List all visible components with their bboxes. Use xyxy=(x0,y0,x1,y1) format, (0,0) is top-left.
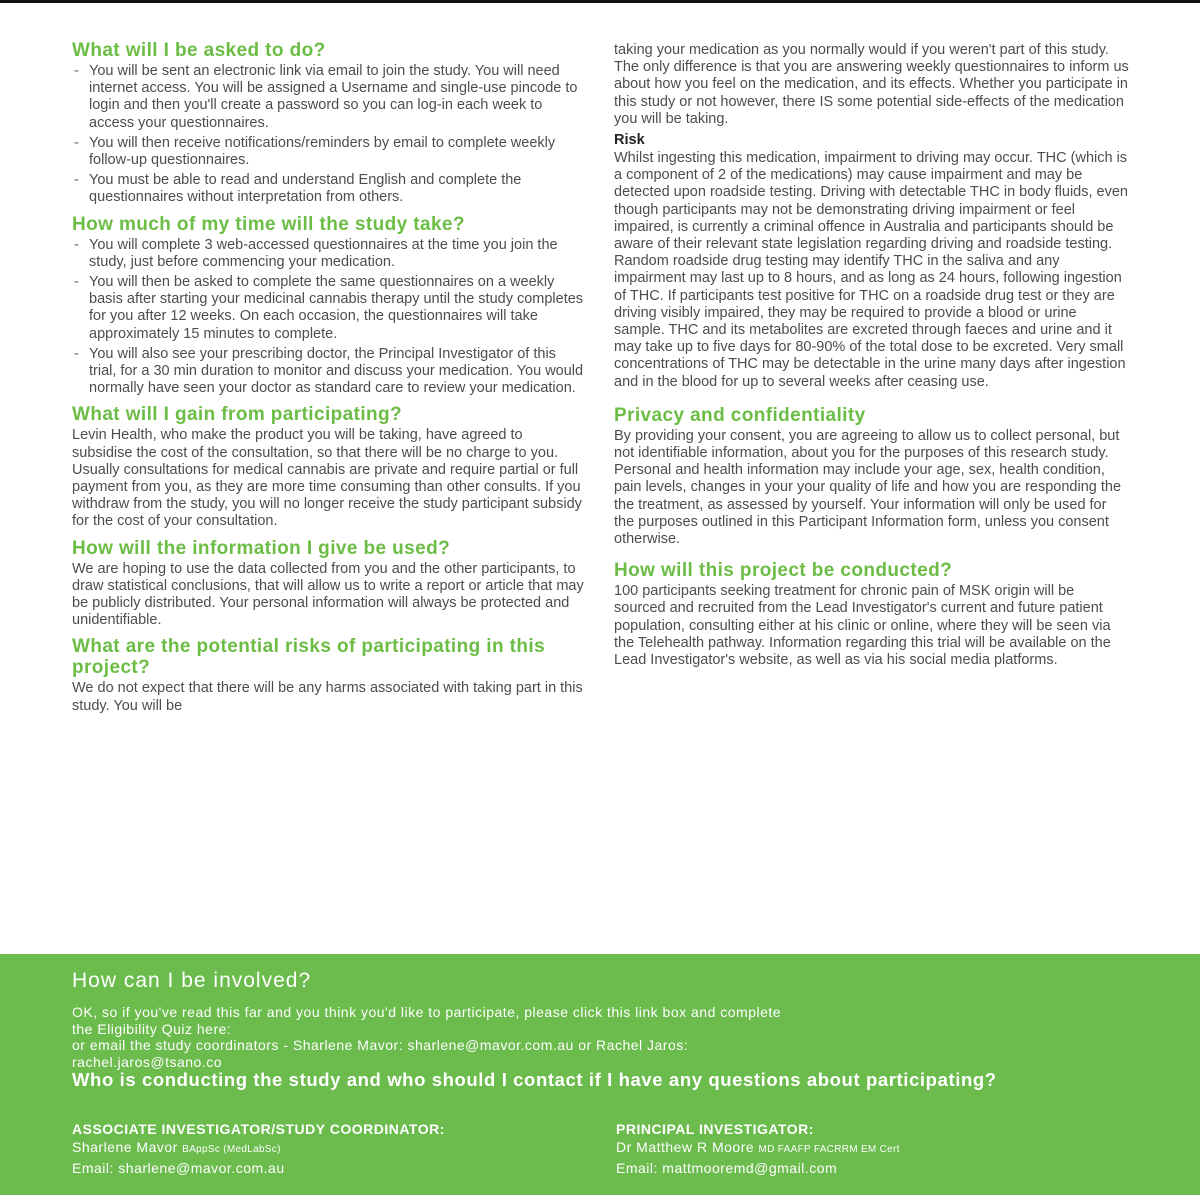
section-privacy xyxy=(614,405,1129,548)
list-item: - You will then be asked to complete the same questionnaires on a weekly basis after starting your medicinal cannabis therapy until the study completes for you after 12 weeks. On each occasion, the questionnaires will take approximately 15 minutes to complete. xyxy=(72,274,587,343)
involvement-heading: How can I be involved? xyxy=(72,969,312,992)
involvement-intro xyxy=(72,1004,1102,1070)
list-item: - You must be able to read and understand English and complete the questionnaires without interpretation from others. xyxy=(72,172,587,206)
section-risks-continued xyxy=(614,42,1129,391)
intro-line[interactable]: rachel.jaros@tsano.co xyxy=(72,1053,223,1070)
intro-line: or email the study coordinators - Sharlene Mavor: sharlene@mavor.com.au or Rachel Jaros: xyxy=(72,1037,689,1053)
section-time xyxy=(72,214,587,398)
list-item: - You will then receive notifications/reminders by email to complete weekly follow-up questionnaires. xyxy=(72,135,587,169)
section-information-use xyxy=(72,538,587,630)
section-heading: How will the information I give be used? xyxy=(72,537,451,559)
intro-line[interactable]: OK, so if you've read this far and you think you'd like to participate, please click this link box and complete xyxy=(72,1004,782,1020)
section-asked-to-do xyxy=(72,40,587,207)
bullet-list xyxy=(72,63,587,207)
list-item: - You will be sent an electronic link via email to join the study. You will need internet access. You will be assigned a Username and single-use pincode to login and then you'll create a password so you can log-in each week to access your questionnaires. xyxy=(72,63,587,132)
section-heading: What are the potential risks of participating in this project? xyxy=(72,636,546,679)
list-item: - You will complete 3 web-accessed questionnaires at the time you join the study, just before commencing your medication. xyxy=(72,237,587,271)
list-item: - You will also see your prescribing doctor, the Principal Investigator of this trial, for a 30 min duration to monitor and discuss your medication. You would normally have seen your doctor as standard care to review your medication. xyxy=(72,346,587,398)
section-heading: How will this project be conducted? xyxy=(614,560,953,582)
contact-email[interactable]: Email: sharlene@mavor.com.au xyxy=(72,1160,285,1176)
bullet-list xyxy=(72,237,587,398)
contact-heading: Who is conducting the study and who should I contact if I have any questions about participating? xyxy=(72,1069,997,1090)
contact-name: Dr Matthew R Moore xyxy=(616,1139,755,1155)
contact-quals: BAppSc (MedLabSc) xyxy=(182,1144,281,1155)
section-heading: How much of my time will the study take? xyxy=(72,213,465,235)
section-body: By providing your consent, you are agreeing to allow us to collect personal, but not identifiable information, about you for the purposes of this research study. Personal and health information may include your age, sex, health condition, pain levels, changes in your your quality of life and how you are responding the the treatment, as assessed by yourself. Your information will only be used for the purposes outlined in this Participant Information form, unless you consent otherwise. xyxy=(614,427,1122,548)
risk-body: Whilst ingesting this medication, impairment to driving may occur. THC (which is a component of 2 of the medications) may cause impairment and may be detected upon roadside testing. Driving with detectable THC in body fluids, even though participants may not be demonstrating driving impairment or feel impaired, is currently a criminal offence in Australia and participants should be aware of their relevant state legislation regarding driving and roadside testing. Random roadside drug testing may identify THC in the saliva and any impairment may last up to 8 hours, and as long as 24 hours, following ingestion of THC. If participants test positive for THC on a roadside drug test or they are driving visibly impaired, they may be required to provide a blood or urine sample. THC and its metabolites are excreted through faeces and urine and it may take up to five days for 80-90% of the total dose to be excreted. Very small concentrations of THC may be detectable in the urine many days after ingestion and in the blood for up to several weeks after ceasing use. xyxy=(614,150,1128,390)
contact-title: ASSOCIATE INVESTIGATOR/STUDY COORDINATOR: xyxy=(72,1121,445,1137)
contact-email[interactable]: Email: mattmooremd@gmail.com xyxy=(616,1160,838,1176)
section-body: taking your medication as you normally would if you weren't part of this study. The only difference is that you are answering weekly questionnaires to inform us about how you feel on the medication, and its effects. Whether you participate in this study or not however, there IS some potential side-effects of the medication you will be taking. xyxy=(614,42,1129,127)
right-column xyxy=(614,42,1129,676)
section-heading: What will I gain from participating? xyxy=(72,404,403,426)
principal-investigator xyxy=(616,1120,900,1177)
section-body: 100 participants seeking treatment for chronic pain of MSK origin will be sourced and recruited from the Lead Investigator's current and future patient population, consulting either at his clinic or online, where they will be seen via the Telehealth pathway. Information regarding this trial will be available on the Lead Investigator's website, as well as via his social media platforms. xyxy=(614,583,1111,669)
left-column xyxy=(72,40,587,722)
section-gain xyxy=(72,404,587,530)
contact-quals: MD FAAFP FACRRM EM Cert xyxy=(758,1144,900,1155)
top-border xyxy=(0,0,1200,3)
section-heading: Privacy and confidentiality xyxy=(614,404,866,426)
section-conduct xyxy=(614,560,1129,669)
contact-title: PRINCIPAL INVESTIGATOR: xyxy=(616,1121,814,1137)
section-body: We are hoping to use the data collected from you and the other participants, to draw statistical conclusions, that will allow us to write a report or article that may be publicly distributed. Your personal information will always be protected and unidentifiable. xyxy=(72,560,584,629)
associate-investigator xyxy=(72,1120,445,1177)
involvement-panel xyxy=(0,954,1200,1195)
risk-heading: Risk xyxy=(614,132,645,149)
section-body: Levin Health, who make the product you will be taking, have agreed to subsidise the cost of the consultation, so that there will be no charge to you. Usually consultations for medical cannabis are private and require partial or full payment from you, as they are more time consuming than other consults. If you withdraw from the study, you will no longer receive the study participant subsidy for the cost of your consultation. xyxy=(72,427,582,530)
intro-line[interactable]: the Eligibility Quiz here: xyxy=(72,1020,232,1037)
section-heading: What will I be asked to do? xyxy=(72,40,326,61)
section-risks xyxy=(72,636,587,714)
section-body: We do not expect that there will be any harms associated with taking part in this study. You will be xyxy=(72,680,583,714)
contact-name: Sharlene Mavor xyxy=(72,1139,178,1155)
